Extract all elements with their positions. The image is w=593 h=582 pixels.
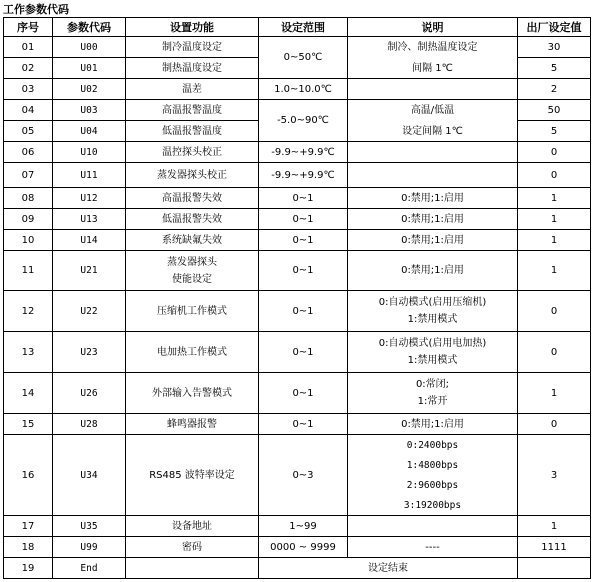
table-row (4, 435, 591, 516)
header-range: 设定范围 (259, 18, 348, 37)
cell-code: U28 (53, 414, 126, 435)
cell-no: 19 (4, 558, 53, 579)
cell-description (348, 291, 518, 332)
table-header-row (4, 18, 591, 37)
cell-description (348, 100, 518, 142)
cell-range: 0~1 (259, 230, 348, 251)
cell-default: 30 (518, 37, 591, 58)
cell-code: U34 (53, 435, 126, 516)
cell-description (348, 516, 518, 537)
cell-no: 07 (4, 163, 53, 188)
cell-description: 0:禁用;1:启用 (348, 414, 518, 435)
cell-range: 1.0~10.0℃ (259, 79, 348, 100)
parameter-table (3, 17, 591, 579)
cell-default: 1 (518, 188, 591, 209)
cell-no: 17 (4, 516, 53, 537)
cell-default: 1 (518, 516, 591, 537)
cell-range: 0~1 (259, 251, 348, 291)
cell-range: 0~1 (259, 414, 348, 435)
cell-code: U11 (53, 163, 126, 188)
cell-no: 10 (4, 230, 53, 251)
cell-merged-end: 设定结束 (259, 558, 518, 579)
cell-function: 低温报警温度 (126, 121, 259, 142)
cell-default: 50 (518, 100, 591, 121)
cell-code: U26 (53, 373, 126, 414)
cell-function: 蒸发器探头校正 (126, 163, 259, 188)
header-default: 出厂设定值 (518, 18, 591, 37)
cell-no: 04 (4, 100, 53, 121)
cell-default: 2 (518, 79, 591, 100)
table-row (4, 414, 591, 435)
table-row (4, 163, 591, 188)
page-title: 工作参数代码 (3, 3, 69, 16)
table-row (4, 79, 591, 100)
cell-default: 1 (518, 230, 591, 251)
cell-description (348, 435, 518, 516)
cell-no: 06 (4, 142, 53, 163)
description-line: 1:禁用模式 (407, 314, 458, 325)
description-line: 2:9600bps (406, 479, 459, 491)
function-line: 蒸发器探头 (167, 256, 217, 268)
cell-code: U02 (53, 79, 126, 100)
cell-function (126, 251, 259, 291)
cell-default: 5 (518, 58, 591, 79)
cell-range: -5.0~90℃ (259, 100, 348, 142)
cell-description (348, 163, 518, 188)
cell-function: 温差 (126, 79, 259, 100)
cell-description (348, 142, 518, 163)
cell-function: 压缩机工作模式 (126, 291, 259, 332)
cell-range: -9.9~+9.9℃ (259, 142, 348, 163)
cell-function: 制冷温度设定 (126, 37, 259, 58)
description-line: 0:自动模式(启用压缩机) (378, 297, 487, 308)
table-row (4, 516, 591, 537)
table-row (4, 558, 591, 579)
cell-code: U23 (53, 332, 126, 373)
cell-range: 0~1 (259, 373, 348, 414)
table-row (4, 291, 591, 332)
description-line: 设定间隔 1℃ (402, 125, 463, 137)
cell-no: 05 (4, 121, 53, 142)
cell-function: 高温报警温度 (126, 100, 259, 121)
cell-function (126, 558, 259, 579)
description-line: 1:禁用模式 (407, 355, 458, 366)
description-line: 间隔 1℃ (412, 62, 453, 74)
cell-function: 系统缺氟失效 (126, 230, 259, 251)
cell-code: U03 (53, 100, 126, 121)
table-row (4, 373, 591, 414)
cell-function: RS485 波特率设定 (126, 435, 259, 516)
table-row (4, 230, 591, 251)
header-description: 说明 (348, 18, 518, 37)
cell-function: 电加热工作模式 (126, 332, 259, 373)
cell-code: End (53, 558, 126, 579)
cell-default: 0 (518, 291, 591, 332)
cell-code: U35 (53, 516, 126, 537)
cell-range: 0~1 (259, 209, 348, 230)
cell-no: 11 (4, 251, 53, 291)
cell-default: 0 (518, 414, 591, 435)
header-function: 设置功能 (126, 18, 259, 37)
cell-default: 0 (518, 142, 591, 163)
cell-range: 0~1 (259, 188, 348, 209)
description-line: 高温/低温 (410, 104, 455, 116)
cell-code: U14 (53, 230, 126, 251)
cell-code: U01 (53, 58, 126, 79)
cell-description: 0:禁用;1:启用 (348, 209, 518, 230)
table-row (4, 142, 591, 163)
cell-description (348, 373, 518, 414)
cell-range: 0~1 (259, 291, 348, 332)
cell-function: 制热温度设定 (126, 58, 259, 79)
header-no: 序号 (4, 18, 53, 37)
cell-code: U99 (53, 537, 126, 558)
cell-no: 13 (4, 332, 53, 373)
cell-no: 14 (4, 373, 53, 414)
cell-range: 0~50℃ (259, 37, 348, 79)
cell-range: 0~1 (259, 332, 348, 373)
cell-default: 1 (518, 209, 591, 230)
cell-no: 08 (4, 188, 53, 209)
cell-default: 1 (518, 251, 591, 291)
cell-code: U13 (53, 209, 126, 230)
cell-range: 0000 ~ 9999 (259, 537, 348, 558)
function-line: 使能设定 (172, 273, 212, 285)
description-line: 0:2400bps (406, 439, 459, 451)
cell-default: 1 (518, 373, 591, 414)
cell-code: U22 (53, 291, 126, 332)
cell-code: U10 (53, 142, 126, 163)
cell-description (348, 37, 518, 79)
cell-default (518, 558, 591, 579)
cell-no: 02 (4, 58, 53, 79)
cell-default: 0 (518, 163, 591, 188)
description-line: 0:自动模式(启用电加热) (378, 338, 487, 349)
cell-range: 0~3 (259, 435, 348, 516)
cell-function: 设备地址 (126, 516, 259, 537)
cell-function: 温控探头校正 (126, 142, 259, 163)
cell-default: 1111 (518, 537, 591, 558)
header-code: 参数代码 (53, 18, 126, 37)
cell-description (348, 79, 518, 100)
table-row (4, 188, 591, 209)
cell-function: 密码 (126, 537, 259, 558)
cell-description (348, 332, 518, 373)
table-row (4, 209, 591, 230)
cell-default: 5 (518, 121, 591, 142)
cell-code: U21 (53, 251, 126, 291)
cell-no: 09 (4, 209, 53, 230)
description-line: 1:4800bps (406, 459, 459, 471)
cell-function: 高温报警失效 (126, 188, 259, 209)
table-row (4, 37, 591, 58)
cell-description: 0:禁用;1:启用 (348, 188, 518, 209)
cell-no: 18 (4, 537, 53, 558)
table-row (4, 332, 591, 373)
cell-function: 蜂鸣器报警 (126, 414, 259, 435)
cell-no: 01 (4, 37, 53, 58)
cell-default: 0 (518, 332, 591, 373)
description-line: 3:19200bps (403, 499, 462, 511)
cell-range: -9.9~+9.9℃ (259, 163, 348, 188)
table-row (4, 537, 591, 558)
table-row (4, 251, 591, 291)
description-line: 制冷、制热温度设定 (387, 41, 478, 53)
cell-no: 03 (4, 79, 53, 100)
cell-range: 1~99 (259, 516, 348, 537)
cell-code: U00 (53, 37, 126, 58)
cell-no: 16 (4, 435, 53, 516)
table-row (4, 100, 591, 121)
cell-function: 低温报警失效 (126, 209, 259, 230)
description-line: 0:常闭; (415, 379, 450, 390)
cell-no: 12 (4, 291, 53, 332)
cell-description: 0:禁用;1:启用 (348, 251, 518, 291)
cell-description: 0:禁用;1:启用 (348, 230, 518, 251)
cell-description: ---- (348, 537, 518, 558)
cell-function: 外部输入告警模式 (126, 373, 259, 414)
cell-no: 15 (4, 414, 53, 435)
cell-code: U04 (53, 121, 126, 142)
cell-default: 3 (518, 435, 591, 516)
description-line: 1:常开 (417, 396, 448, 407)
cell-code: U12 (53, 188, 126, 209)
